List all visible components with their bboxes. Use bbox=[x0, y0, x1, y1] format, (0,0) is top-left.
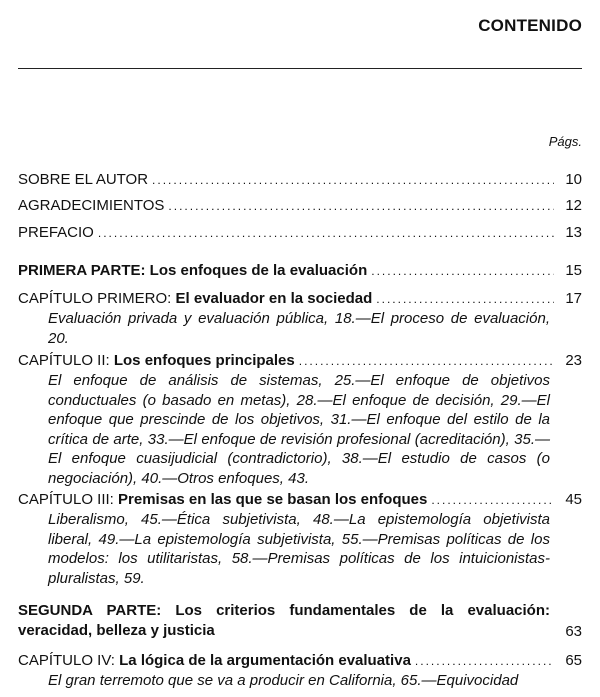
chapter-summary: Evaluación privada y evaluación pública, 18.—El proceso de evaluación, 20. bbox=[48, 310, 550, 347]
chapter-title: Los enfoques principales bbox=[113, 352, 295, 369]
chapter-title: El evaluador en la sociedad bbox=[175, 290, 373, 307]
toc-page-number: 15 bbox=[565, 262, 582, 279]
toc-entry-label: PREFACIO bbox=[18, 224, 94, 241]
chapter-prefix: CAPÍTULO IV: bbox=[18, 652, 120, 669]
header-rule bbox=[18, 68, 582, 69]
toc-page-number: 10 bbox=[565, 171, 582, 188]
toc-page-number: 17 bbox=[565, 290, 582, 307]
chapter-prefix: CAPÍTULO III: bbox=[18, 491, 119, 508]
toc-entry-label: SOBRE EL AUTOR bbox=[18, 171, 149, 188]
leader-dots bbox=[299, 352, 554, 371]
leader-dots bbox=[168, 197, 554, 216]
toc-chapter-1[interactable] bbox=[18, 289, 582, 348]
toc-chapter-4[interactable] bbox=[18, 651, 582, 691]
chapter-prefix: CAPÍTULO PRIMERO: bbox=[18, 290, 176, 307]
toc-entry-prefacio[interactable] bbox=[18, 223, 582, 243]
leader-dots bbox=[98, 224, 554, 243]
toc-page-number: 63 bbox=[565, 623, 582, 640]
toc-page-number: 65 bbox=[565, 652, 582, 669]
toc-page-number: 13 bbox=[565, 224, 582, 241]
toc-part-primera[interactable] bbox=[18, 261, 582, 281]
chapter-title: La lógica de la argumentación evaluativa bbox=[119, 652, 411, 669]
toc-entry-agradecimientos[interactable] bbox=[18, 196, 582, 216]
page-title: CONTENIDO bbox=[478, 16, 582, 35]
chapter-summary: El gran terremoto que se va a producir en California, 65.—Equivocidad bbox=[48, 672, 519, 689]
leader-dots bbox=[431, 491, 554, 510]
toc-page-number: 23 bbox=[565, 352, 582, 369]
chapter-title: Premisas en las que se basan los enfoques bbox=[118, 491, 428, 508]
leader-dots bbox=[415, 652, 554, 671]
toc-page-number: 45 bbox=[565, 491, 582, 508]
toc-part-title: SEGUNDA PARTE: Los criterios fundamentales de la evaluación: veracidad, belleza y justicia bbox=[18, 602, 550, 639]
toc-page-number: 12 bbox=[565, 197, 582, 214]
toc-chapter-2[interactable] bbox=[18, 351, 582, 488]
chapter-summary: Liberalismo, 45.—Ética subjetivista, 48.—La epistemología objetivista liberal, 49.—La epistemología subjetivista, 55.—Premisas políticas de los modelos: los utilitaristas, 58.—Premisas políticas de los intuicionistas-pluralistas, 59. bbox=[48, 511, 550, 587]
toc-part-segunda[interactable] bbox=[18, 601, 582, 640]
toc-entry-label: AGRADECIMIENTOS bbox=[18, 197, 165, 214]
toc-chapter-3[interactable] bbox=[18, 490, 582, 588]
chapter-prefix: CAPÍTULO II: bbox=[18, 352, 114, 369]
chapter-summary: El enfoque de análisis de sistemas, 25.—El enfoque de objetivos conductuales (o basado en metas), 28.—El enfoque de decisión, 29.—El enfoque que prescinde de los objetivos, 31.—El enfoque del estilo de la crítica de arte, 33.—El enfoque de revisión profesional (acreditación), 35.—El enfoque cuasijudicial (contradictorio), 38.—El estudio de casos (o negociación), 40.—Otros enfoques, 43. bbox=[48, 372, 550, 487]
leader-dots bbox=[371, 262, 554, 281]
leader-dots bbox=[152, 171, 554, 190]
leader-dots bbox=[376, 290, 554, 309]
pages-column-label: Págs. bbox=[548, 134, 582, 149]
toc-part-title: PRIMERA PARTE: Los enfoques de la evaluación bbox=[18, 262, 368, 279]
toc-entry-sobre-el-autor[interactable] bbox=[18, 170, 582, 190]
